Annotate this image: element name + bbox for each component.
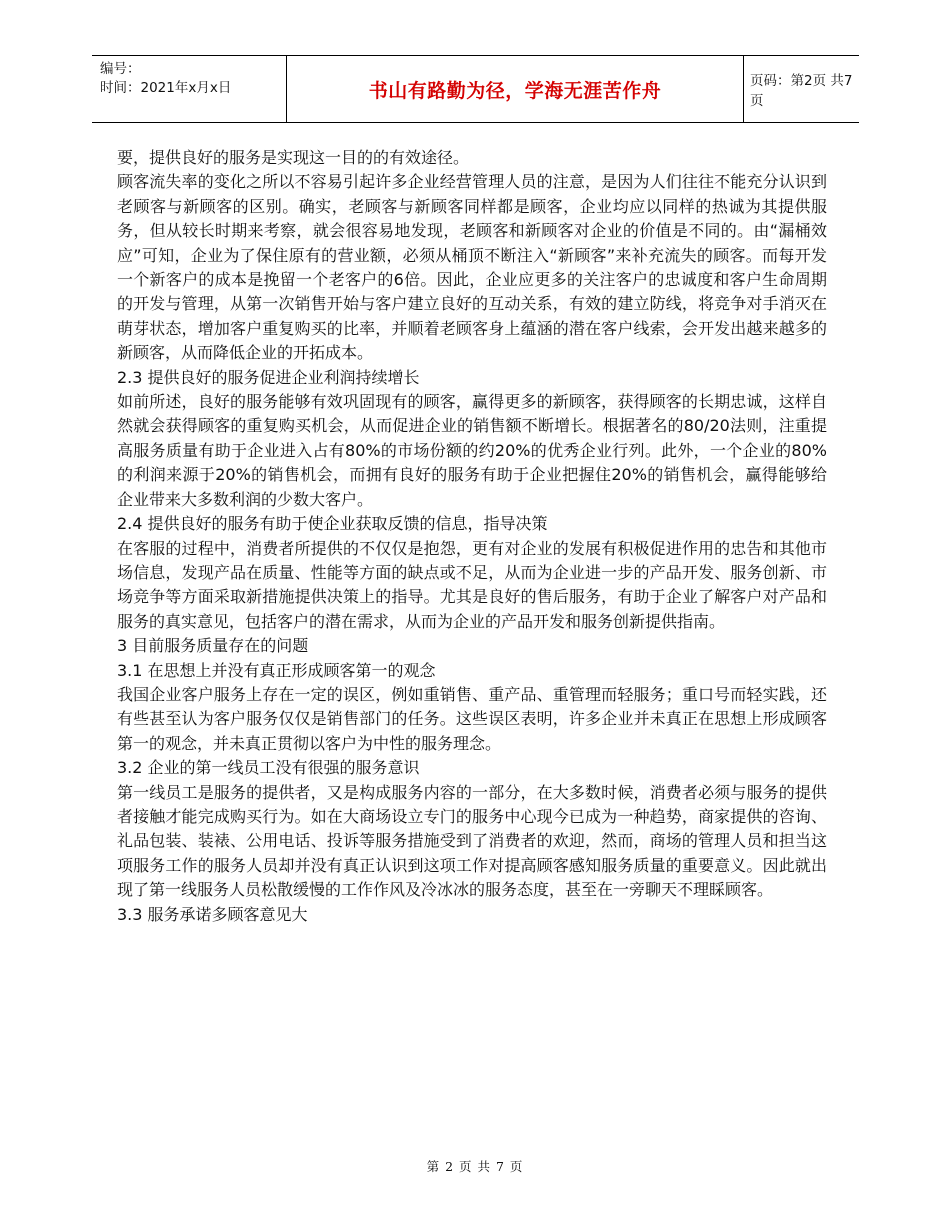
paragraph: 要，提供良好的服务是实现这一目的的有效途径。 (117, 148, 470, 167)
document-body (117, 146, 827, 927)
page-header (92, 55, 859, 123)
paragraph: 第一线员工是服务的提供者，又是构成服务内容的一部分，在大多数时候，消费者必须与服务的提供者接触才能完成购买行为。如在大商场设立专门的服务中心现今已成为一种趋势，商家提供的咨询、礼品包装、装裱、公用电话、投诉等服务措施受到了消费者的欢迎，然而，商场的管理人员和担当这项服务工作的服务人员却并没有真正认识到这项工作对提高顾客感知服务质量的重要意义。因此就出现了第一线服务人员松散缓慢的工作作风及冷冰冰的服务态度，甚至在一旁聊天不理睬顾客。 (117, 782, 827, 900)
paragraph: 在客服的过程中，消费者所提供的不仅仅是抱怨，更有对企业的发展有积极促进作用的忠告和其他市场信息，发现产品在质量、性能等方面的缺点或不足，从而为企业进一步的产品开发、服务创新、市场竞争等方面采取新措施提供决策上的指导。尤其是良好的售后服务，有助于企业了解客户对产品和服务的真实意见，包括客户的潜在需求，从而为企业的产品开发和服务创新提供指南。 (117, 538, 827, 631)
header-motto: 书山有路勤为径，学海无涯苦作舟 (286, 56, 744, 122)
document-number-label: 编号： (100, 61, 141, 77)
paragraph: 如前所述，良好的服务能够有效巩固现有的顾客，赢得更多的新顾客，获得顾客的长期忠诚，这样自然就会获得顾客的重复购买机会，从而促进企业的销售额不断增长。根据著名的80/20法则，注重提高服务质量有助于企业进入占有80%的市场份额的约20%的优秀企业行列。此外，一个企业的80%的利润来源于20%的销售机会，而拥有良好的服务有助于企业把握住20%的销售机会，赢得能够给企业带来大多数利润的少数大客户。 (117, 392, 827, 509)
paragraph: 我国企业客户服务上存在一定的误区，例如重销售、重产品、重管理而轻服务；重口号而轻实践，还有些甚至认为客户服务仅仅是销售部门的任务。这些误区表明，许多企业并未真正在思想上形成顾客第一的观念，并未真正贯彻以客户为中性的服务理念。 (117, 684, 827, 753)
section-heading: 2.4 提供良好的服务有助于使企业获取反馈的信息，指导决策 (117, 514, 548, 534)
section-heading: 3 目前服务质量存在的问题 (117, 636, 309, 656)
section-heading: 3.1 在思想上并没有真正形成顾客第一的观念 (117, 660, 436, 680)
paragraph: 顾客流失率的变化之所以不容易引起许多企业经营管理人员的注意，是因为人们往往不能充分认识到老顾客与新顾客的区别。确实，老顾客与新顾客同样都是顾客，企业均应以同样的热诚为其提供服务，但从较长时期来考察，就会很容易地发现，老顾客和新顾客对企业的价值是不同的。由“漏桶效应”可知，企业为了保住原有的营业额，必须从桶顶不断注入“新顾客”来补充流失的顾客。而每开发一个新客户的成本是挽留一个老客户的6倍。因此，企业应更多的关注客户的忠诚度和客户生命周期的开发与管理，从第一次销售开始与客户建立良好的互动关系，有效的建立防线，将竞争对手消灭在萌芽状态，增加客户重复购买的比率，并顺着老顾客身上蕴涵的潜在客户线索，会开发出越来越多的新顾客，从而降低企业的开拓成本。 (117, 172, 827, 363)
header-page-info: 页码：第2页 共7页 (750, 73, 853, 109)
section-heading: 3.3 服务承诺多顾客意见大 (117, 904, 308, 924)
page-footer: 第 2 页 共 7 页 (426, 1159, 524, 1174)
document-time-label: 时间：2021年x月x日 (100, 80, 232, 96)
section-heading: 2.3 提供良好的服务促进企业利润持续增长 (117, 367, 420, 387)
section-heading: 3.2 企业的第一线员工没有很强的服务意识 (117, 758, 420, 778)
header-meta (100, 60, 285, 98)
